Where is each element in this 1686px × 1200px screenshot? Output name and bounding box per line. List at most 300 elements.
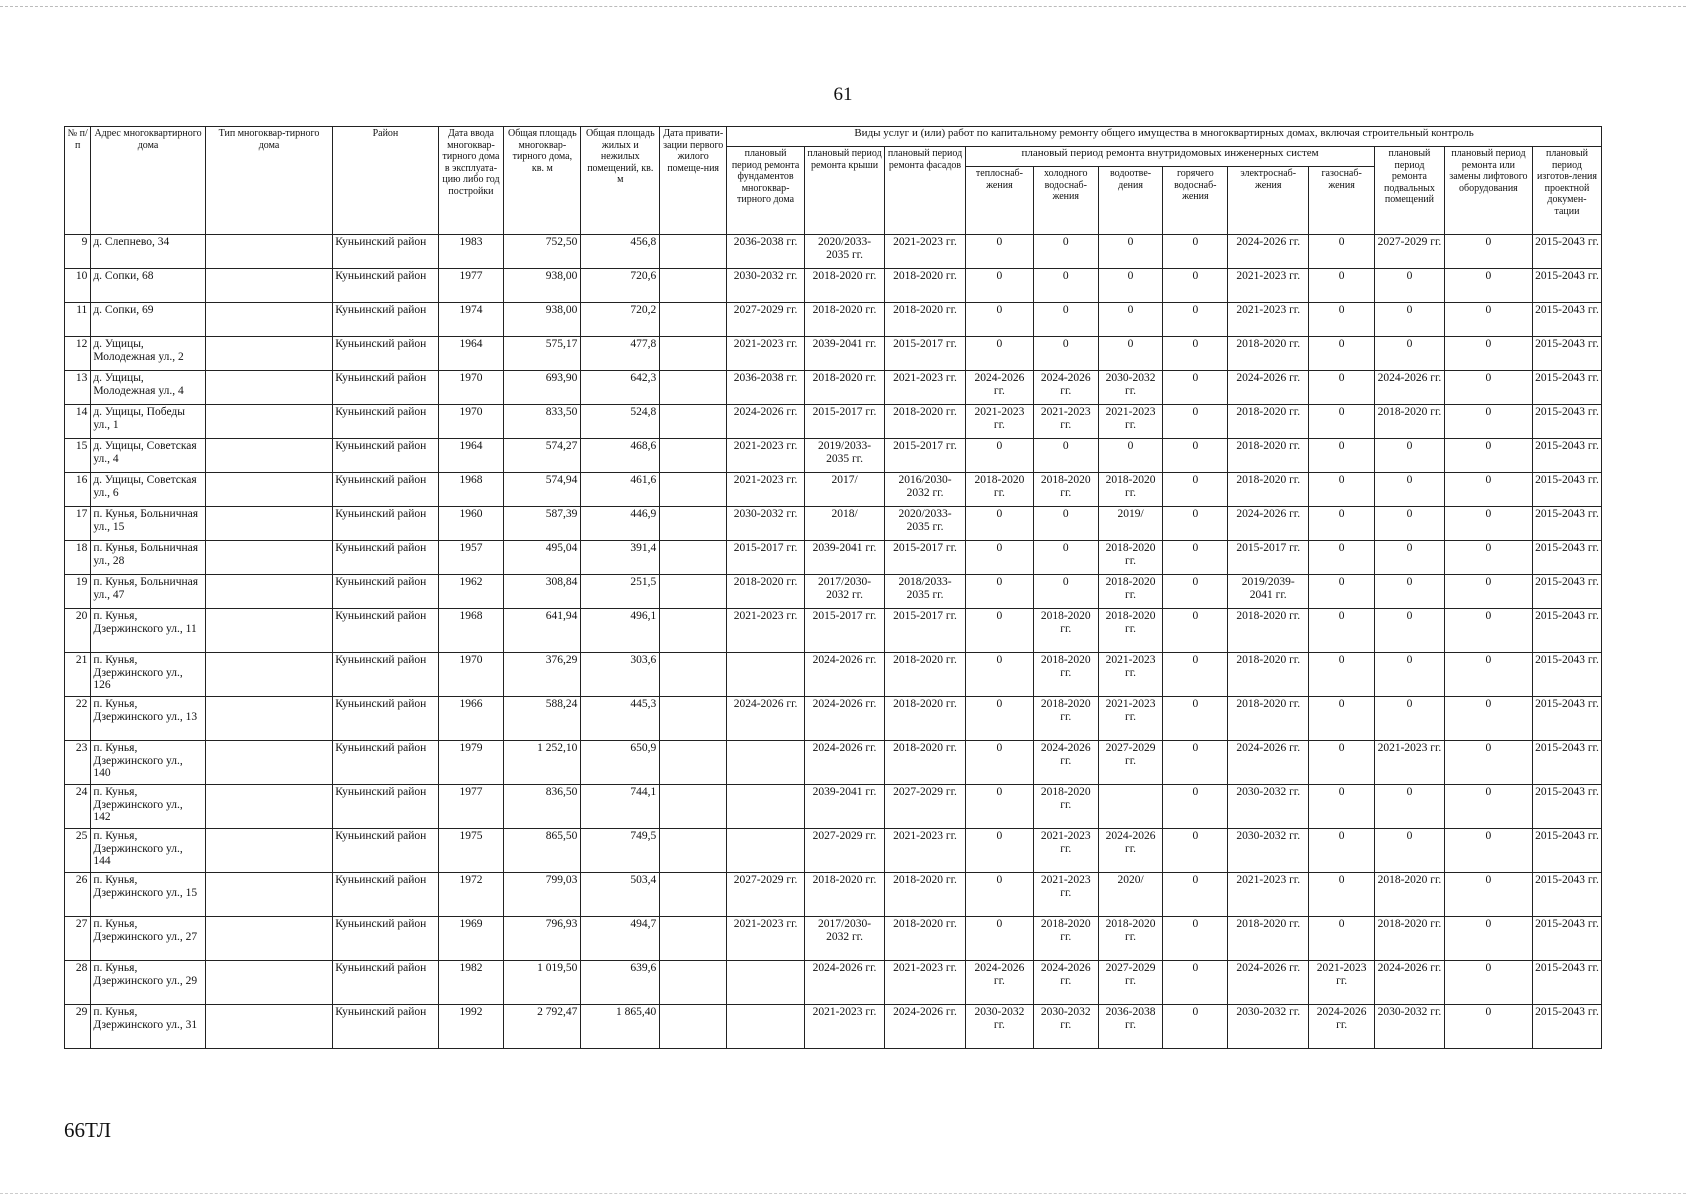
header-elevator: плановый период ремонта или замены лифтового оборудования [1444, 147, 1532, 235]
facade-period: 2016/2030-2032 гг. [885, 473, 966, 507]
living-area: 720,2 [581, 303, 660, 337]
elevator-period: 0 [1444, 873, 1532, 917]
roof-period: 2015-2017 гг. [805, 405, 885, 439]
gas-period: 0 [1309, 269, 1375, 303]
heating-period: 0 [966, 337, 1034, 371]
foundation-period: 2030-2032 гг. [727, 269, 805, 303]
design-docs-period: 2015-2043 гг. [1532, 1005, 1601, 1049]
living-area: 1 865,40 [581, 1005, 660, 1049]
elevator-period: 0 [1444, 473, 1532, 507]
commissioning-year: 1966 [438, 697, 504, 741]
design-docs-period: 2015-2043 гг. [1532, 371, 1601, 405]
foundation-period: 2021-2023 гг. [727, 439, 805, 473]
electricity-period: 2015-2017 гг. [1228, 541, 1309, 575]
table-row [65, 337, 1602, 371]
facade-period: 2021-2023 гг. [885, 371, 966, 405]
drainage-period: 0 [1098, 303, 1163, 337]
cold-water-period: 0 [1033, 303, 1098, 337]
facade-period: 2018-2020 гг. [885, 653, 966, 697]
district: Куньинский район [333, 235, 438, 269]
commissioning-year: 1982 [438, 961, 504, 1005]
address: п. Кунья, Дзержинского ул., 140 [91, 741, 205, 785]
heating-period: 2021-2023 гг. [966, 405, 1034, 439]
basement-period: 2024-2026 гг. [1375, 371, 1445, 405]
drainage-period: 2021-2023 гг. [1098, 405, 1163, 439]
address: д. Сопки, 68 [91, 269, 205, 303]
living-area: 749,5 [581, 829, 660, 873]
living-area: 468,6 [581, 439, 660, 473]
drainage-period: 2018-2020 гг. [1098, 609, 1163, 653]
privatization-date [660, 1005, 727, 1049]
drainage-period: 0 [1098, 235, 1163, 269]
drainage-period: 2036-2038 гг. [1098, 1005, 1163, 1049]
table-row [65, 269, 1602, 303]
commissioning-year: 1970 [438, 371, 504, 405]
address: п. Кунья, Дзержинского ул., 144 [91, 829, 205, 873]
basement-period: 0 [1375, 541, 1445, 575]
house-type [205, 961, 333, 1005]
hot-water-period: 0 [1163, 235, 1228, 269]
table-row [65, 741, 1602, 785]
gas-period: 0 [1309, 609, 1375, 653]
electricity-period: 2021-2023 гг. [1228, 873, 1309, 917]
facade-period: 2018-2020 гг. [885, 405, 966, 439]
drainage-period [1098, 785, 1163, 829]
commissioning-year: 1968 [438, 609, 504, 653]
basement-period: 0 [1375, 785, 1445, 829]
header-gas: газоснаб-жения [1309, 167, 1375, 235]
foundation-period [727, 961, 805, 1005]
total-area: 1 252,10 [504, 741, 581, 785]
header-foundation: плановый период ремонта фундаментов многоквар-тирного дома [727, 147, 805, 235]
elevator-period: 0 [1444, 439, 1532, 473]
electricity-period: 2018-2020 гг. [1228, 609, 1309, 653]
privatization-date [660, 785, 727, 829]
commissioning-year: 1964 [438, 337, 504, 371]
table-row [65, 653, 1602, 697]
drainage-period: 0 [1098, 337, 1163, 371]
heating-period: 0 [966, 741, 1034, 785]
drainage-period: 2021-2023 гг. [1098, 653, 1163, 697]
table-row [65, 371, 1602, 405]
heating-period: 0 [966, 785, 1034, 829]
address: п. Кунья, Больничная ул., 15 [91, 507, 205, 541]
living-area: 720,6 [581, 269, 660, 303]
gas-period: 0 [1309, 541, 1375, 575]
hot-water-period: 0 [1163, 609, 1228, 653]
elevator-period: 0 [1444, 337, 1532, 371]
commissioning-year: 1992 [438, 1005, 504, 1049]
electricity-period: 2030-2032 гг. [1228, 1005, 1309, 1049]
row-number: 19 [65, 575, 91, 609]
electricity-period: 2018-2020 гг. [1228, 697, 1309, 741]
foundation-period: 2036-2038 гг. [727, 371, 805, 405]
elevator-period: 0 [1444, 235, 1532, 269]
total-area: 693,90 [504, 371, 581, 405]
address: д. Ущицы, Молодежная ул., 2 [91, 337, 205, 371]
house-type [205, 697, 333, 741]
total-area: 833,50 [504, 405, 581, 439]
row-number: 11 [65, 303, 91, 337]
heating-period: 0 [966, 303, 1034, 337]
commissioning-year: 1970 [438, 405, 504, 439]
privatization-date [660, 473, 727, 507]
heating-period: 2018-2020 гг. [966, 473, 1034, 507]
header-hot-water: горячего водоснаб-жения [1163, 167, 1228, 235]
header-facade: плановый период ремонта фасадов [885, 147, 966, 235]
row-number: 14 [65, 405, 91, 439]
basement-period: 2024-2026 гг. [1375, 961, 1445, 1005]
basement-period: 2018-2020 гг. [1375, 873, 1445, 917]
commissioning-year: 1979 [438, 741, 504, 785]
cold-water-period: 2024-2026 гг. [1033, 371, 1098, 405]
gas-period: 0 [1309, 917, 1375, 961]
gas-period: 0 [1309, 303, 1375, 337]
house-type [205, 235, 333, 269]
foundation-period: 2036-2038 гг. [727, 235, 805, 269]
page-number: 61 [833, 84, 853, 105]
total-area: 376,29 [504, 653, 581, 697]
header-district: Район [333, 127, 438, 235]
electricity-period: 2019/2039-2041 гг. [1228, 575, 1309, 609]
foundation-period: 2015-2017 гг. [727, 541, 805, 575]
district: Куньинский район [333, 961, 438, 1005]
district: Куньинский район [333, 697, 438, 741]
header-electricity: электроснаб-жения [1228, 167, 1309, 235]
elevator-period: 0 [1444, 697, 1532, 741]
commissioning-year: 1962 [438, 575, 504, 609]
district: Куньинский район [333, 1005, 438, 1049]
heating-period: 0 [966, 873, 1034, 917]
heating-period: 2024-2026 гг. [966, 961, 1034, 1005]
roof-period: 2019/2033-2035 гг. [805, 439, 885, 473]
gas-period: 0 [1309, 785, 1375, 829]
house-type [205, 741, 333, 785]
hot-water-period: 0 [1163, 785, 1228, 829]
design-docs-period: 2015-2043 гг. [1532, 653, 1601, 697]
basement-period: 0 [1375, 653, 1445, 697]
hot-water-period: 0 [1163, 575, 1228, 609]
district: Куньинский район [333, 507, 438, 541]
roof-period: 2024-2026 гг. [805, 741, 885, 785]
design-docs-period: 2015-2043 гг. [1532, 575, 1601, 609]
cold-water-period: 0 [1033, 541, 1098, 575]
electricity-period: 2021-2023 гг. [1228, 303, 1309, 337]
basement-period: 0 [1375, 575, 1445, 609]
cold-water-period: 0 [1033, 507, 1098, 541]
hot-water-period: 0 [1163, 473, 1228, 507]
electricity-period: 2024-2026 гг. [1228, 507, 1309, 541]
cold-water-period: 2021-2023 гг. [1033, 873, 1098, 917]
roof-period: 2039-2041 гг. [805, 541, 885, 575]
basement-period: 0 [1375, 303, 1445, 337]
electricity-period: 2021-2023 гг. [1228, 269, 1309, 303]
roof-period: 2017/ [805, 473, 885, 507]
hot-water-period: 0 [1163, 269, 1228, 303]
roof-period: 2017/2030-2032 гг. [805, 917, 885, 961]
house-type [205, 303, 333, 337]
roof-period: 2024-2026 гг. [805, 961, 885, 1005]
heating-period: 0 [966, 653, 1034, 697]
privatization-date [660, 303, 727, 337]
house-type [205, 917, 333, 961]
total-area: 308,84 [504, 575, 581, 609]
facade-period: 2018-2020 гг. [885, 303, 966, 337]
table-row [65, 405, 1602, 439]
living-area: 456,8 [581, 235, 660, 269]
header-cold-water: холодного водоснаб-жения [1033, 167, 1098, 235]
house-type [205, 269, 333, 303]
gas-period: 2021-2023 гг. [1309, 961, 1375, 1005]
electricity-period: 2024-2026 гг. [1228, 235, 1309, 269]
heating-period: 0 [966, 575, 1034, 609]
total-area: 799,03 [504, 873, 581, 917]
cold-water-period: 2030-2032 гг. [1033, 1005, 1098, 1049]
living-area: 391,4 [581, 541, 660, 575]
elevator-period: 0 [1444, 917, 1532, 961]
header-heating: теплоснаб-жения [966, 167, 1034, 235]
house-type [205, 1005, 333, 1049]
foundation-period: 2027-2029 гг. [727, 303, 805, 337]
table-row [65, 697, 1602, 741]
hot-water-period: 0 [1163, 371, 1228, 405]
living-area: 477,8 [581, 337, 660, 371]
commissioning-year: 1970 [438, 653, 504, 697]
drainage-period: 2019/ [1098, 507, 1163, 541]
drainage-period: 0 [1098, 439, 1163, 473]
scan-edge-top [0, 6, 1686, 7]
hot-water-period: 0 [1163, 873, 1228, 917]
hot-water-period: 0 [1163, 653, 1228, 697]
hot-water-period: 0 [1163, 1005, 1228, 1049]
facade-period: 2021-2023 гг. [885, 961, 966, 1005]
living-area: 650,9 [581, 741, 660, 785]
gas-period: 0 [1309, 829, 1375, 873]
roof-period: 2020/2033-2035 гг. [805, 235, 885, 269]
district: Куньинский район [333, 609, 438, 653]
header-roof: плановый период ремонта крыши [805, 147, 885, 235]
hot-water-period: 0 [1163, 829, 1228, 873]
total-area: 574,27 [504, 439, 581, 473]
privatization-date [660, 609, 727, 653]
header-address: Адрес многоквартирного дома [91, 127, 205, 235]
privatization-date [660, 653, 727, 697]
design-docs-period: 2015-2043 гг. [1532, 337, 1601, 371]
privatization-date [660, 405, 727, 439]
foundation-period [727, 653, 805, 697]
gas-period: 0 [1309, 405, 1375, 439]
header-drainage: водоотве-дения [1098, 167, 1163, 235]
foundation-period: 2021-2023 гг. [727, 917, 805, 961]
foundation-period: 2021-2023 гг. [727, 337, 805, 371]
drainage-period: 2018-2020 гг. [1098, 575, 1163, 609]
commissioning-year: 1957 [438, 541, 504, 575]
gas-period: 0 [1309, 741, 1375, 785]
heating-period: 0 [966, 609, 1034, 653]
drainage-period: 2018-2020 гг. [1098, 541, 1163, 575]
elevator-period: 0 [1444, 609, 1532, 653]
gas-period: 0 [1309, 697, 1375, 741]
elevator-period: 0 [1444, 785, 1532, 829]
gas-period: 0 [1309, 873, 1375, 917]
heating-period: 0 [966, 507, 1034, 541]
row-number: 28 [65, 961, 91, 1005]
cold-water-period: 2018-2020 гг. [1033, 917, 1098, 961]
header-total-area: Общая площадь многоквар-тирного дома, кв. м [504, 127, 581, 235]
basement-period: 0 [1375, 609, 1445, 653]
basement-period: 0 [1375, 697, 1445, 741]
living-area: 642,3 [581, 371, 660, 405]
address: п. Кунья, Дзержинского ул., 27 [91, 917, 205, 961]
design-docs-period: 2015-2043 гг. [1532, 507, 1601, 541]
drainage-period: 2027-2029 гг. [1098, 961, 1163, 1005]
district: Куньинский район [333, 917, 438, 961]
basement-period: 0 [1375, 337, 1445, 371]
house-type [205, 575, 333, 609]
hot-water-period: 0 [1163, 697, 1228, 741]
heating-period: 0 [966, 235, 1034, 269]
foundation-period: 2024-2026 гг. [727, 697, 805, 741]
elevator-period: 0 [1444, 303, 1532, 337]
commissioning-year: 1983 [438, 235, 504, 269]
address: п. Кунья, Дзержинского ул., 11 [91, 609, 205, 653]
gas-period: 0 [1309, 575, 1375, 609]
address: п. Кунья, Дзержинского ул., 29 [91, 961, 205, 1005]
elevator-period: 0 [1444, 269, 1532, 303]
house-type [205, 507, 333, 541]
cold-water-period: 2018-2020 гг. [1033, 609, 1098, 653]
address: д. Слепнево, 34 [91, 235, 205, 269]
district: Куньинский район [333, 541, 438, 575]
scan-edge-bottom [0, 1193, 1686, 1194]
electricity-period: 2024-2026 гг. [1228, 961, 1309, 1005]
table-row [65, 1005, 1602, 1049]
hot-water-period: 0 [1163, 405, 1228, 439]
privatization-date [660, 741, 727, 785]
header-type: Тип многоквар-тирного дома [205, 127, 333, 235]
gas-period: 0 [1309, 507, 1375, 541]
living-area: 494,7 [581, 917, 660, 961]
privatization-date [660, 873, 727, 917]
table-row [65, 785, 1602, 829]
foundation-period [727, 785, 805, 829]
electricity-period: 2030-2032 гг. [1228, 785, 1309, 829]
district: Куньинский район [333, 439, 438, 473]
basement-period: 0 [1375, 829, 1445, 873]
table-row [65, 961, 1602, 1005]
design-docs-period: 2015-2043 гг. [1532, 235, 1601, 269]
living-area: 445,3 [581, 697, 660, 741]
foundation-period: 2024-2026 гг. [727, 405, 805, 439]
roof-period: 2018-2020 гг. [805, 303, 885, 337]
row-number: 29 [65, 1005, 91, 1049]
total-area: 641,94 [504, 609, 581, 653]
design-docs-period: 2015-2043 гг. [1532, 873, 1601, 917]
row-number: 15 [65, 439, 91, 473]
facade-period: 2015-2017 гг. [885, 337, 966, 371]
design-docs-period: 2015-2043 гг. [1532, 541, 1601, 575]
basement-period: 2018-2020 гг. [1375, 917, 1445, 961]
heating-period: 0 [966, 439, 1034, 473]
foundation-period: 2018-2020 гг. [727, 575, 805, 609]
roof-period: 2018-2020 гг. [805, 873, 885, 917]
header-living-area: Общая площадь жилых и нежилых помещений, кв. м [581, 127, 660, 235]
drainage-period: 2024-2026 гг. [1098, 829, 1163, 873]
house-type [205, 439, 333, 473]
drainage-period: 2021-2023 гг. [1098, 697, 1163, 741]
privatization-date [660, 917, 727, 961]
house-type [205, 829, 333, 873]
district: Куньинский район [333, 741, 438, 785]
hot-water-period: 0 [1163, 917, 1228, 961]
heating-period: 0 [966, 697, 1034, 741]
foundation-period [727, 829, 805, 873]
foundation-period [727, 1005, 805, 1049]
facade-period: 2018-2020 гг. [885, 269, 966, 303]
row-number: 10 [65, 269, 91, 303]
commissioning-year: 1977 [438, 269, 504, 303]
facade-period: 2015-2017 гг. [885, 609, 966, 653]
address: п. Кунья, Дзержинского ул., 15 [91, 873, 205, 917]
total-area: 865,50 [504, 829, 581, 873]
privatization-date [660, 371, 727, 405]
address: п. Кунья, Больничная ул., 28 [91, 541, 205, 575]
privatization-date [660, 337, 727, 371]
total-area: 588,24 [504, 697, 581, 741]
facade-period: 2018/2033-2035 гг. [885, 575, 966, 609]
cold-water-period: 2018-2020 гг. [1033, 785, 1098, 829]
foundation-period: 2027-2029 гг. [727, 873, 805, 917]
gas-period: 0 [1309, 235, 1375, 269]
living-area: 639,6 [581, 961, 660, 1005]
cold-water-period: 0 [1033, 439, 1098, 473]
design-docs-period: 2015-2043 гг. [1532, 405, 1601, 439]
district: Куньинский район [333, 269, 438, 303]
elevator-period: 0 [1444, 829, 1532, 873]
house-type [205, 785, 333, 829]
basement-period: 2027-2029 гг. [1375, 235, 1445, 269]
electricity-period: 2018-2020 гг. [1228, 653, 1309, 697]
privatization-date [660, 697, 727, 741]
electricity-period: 2024-2026 гг. [1228, 371, 1309, 405]
electricity-period: 2018-2020 гг. [1228, 405, 1309, 439]
row-number: 13 [65, 371, 91, 405]
district: Куньинский район [333, 303, 438, 337]
hot-water-period: 0 [1163, 541, 1228, 575]
row-number: 23 [65, 741, 91, 785]
drainage-period: 0 [1098, 269, 1163, 303]
house-type [205, 337, 333, 371]
gas-period: 2024-2026 гг. [1309, 1005, 1375, 1049]
row-number: 22 [65, 697, 91, 741]
total-area: 2 792,47 [504, 1005, 581, 1049]
elevator-period: 0 [1444, 1005, 1532, 1049]
district: Куньинский район [333, 785, 438, 829]
house-type [205, 609, 333, 653]
facade-period: 2015-2017 гг. [885, 439, 966, 473]
footer-code: 66ТЛ [64, 1118, 112, 1142]
total-area: 587,39 [504, 507, 581, 541]
hot-water-period: 0 [1163, 507, 1228, 541]
facade-period: 2021-2023 гг. [885, 829, 966, 873]
district: Куньинский район [333, 829, 438, 873]
header-services: Виды услуг и (или) работ по капитальному ремонту общего имущества в многоквартирных домах, включая строительный контроль [727, 127, 1602, 147]
basement-period: 2018-2020 гг. [1375, 405, 1445, 439]
house-type [205, 653, 333, 697]
total-area: 575,17 [504, 337, 581, 371]
district: Куньинский район [333, 337, 438, 371]
address: д. Ущицы, Советская ул., 6 [91, 473, 205, 507]
